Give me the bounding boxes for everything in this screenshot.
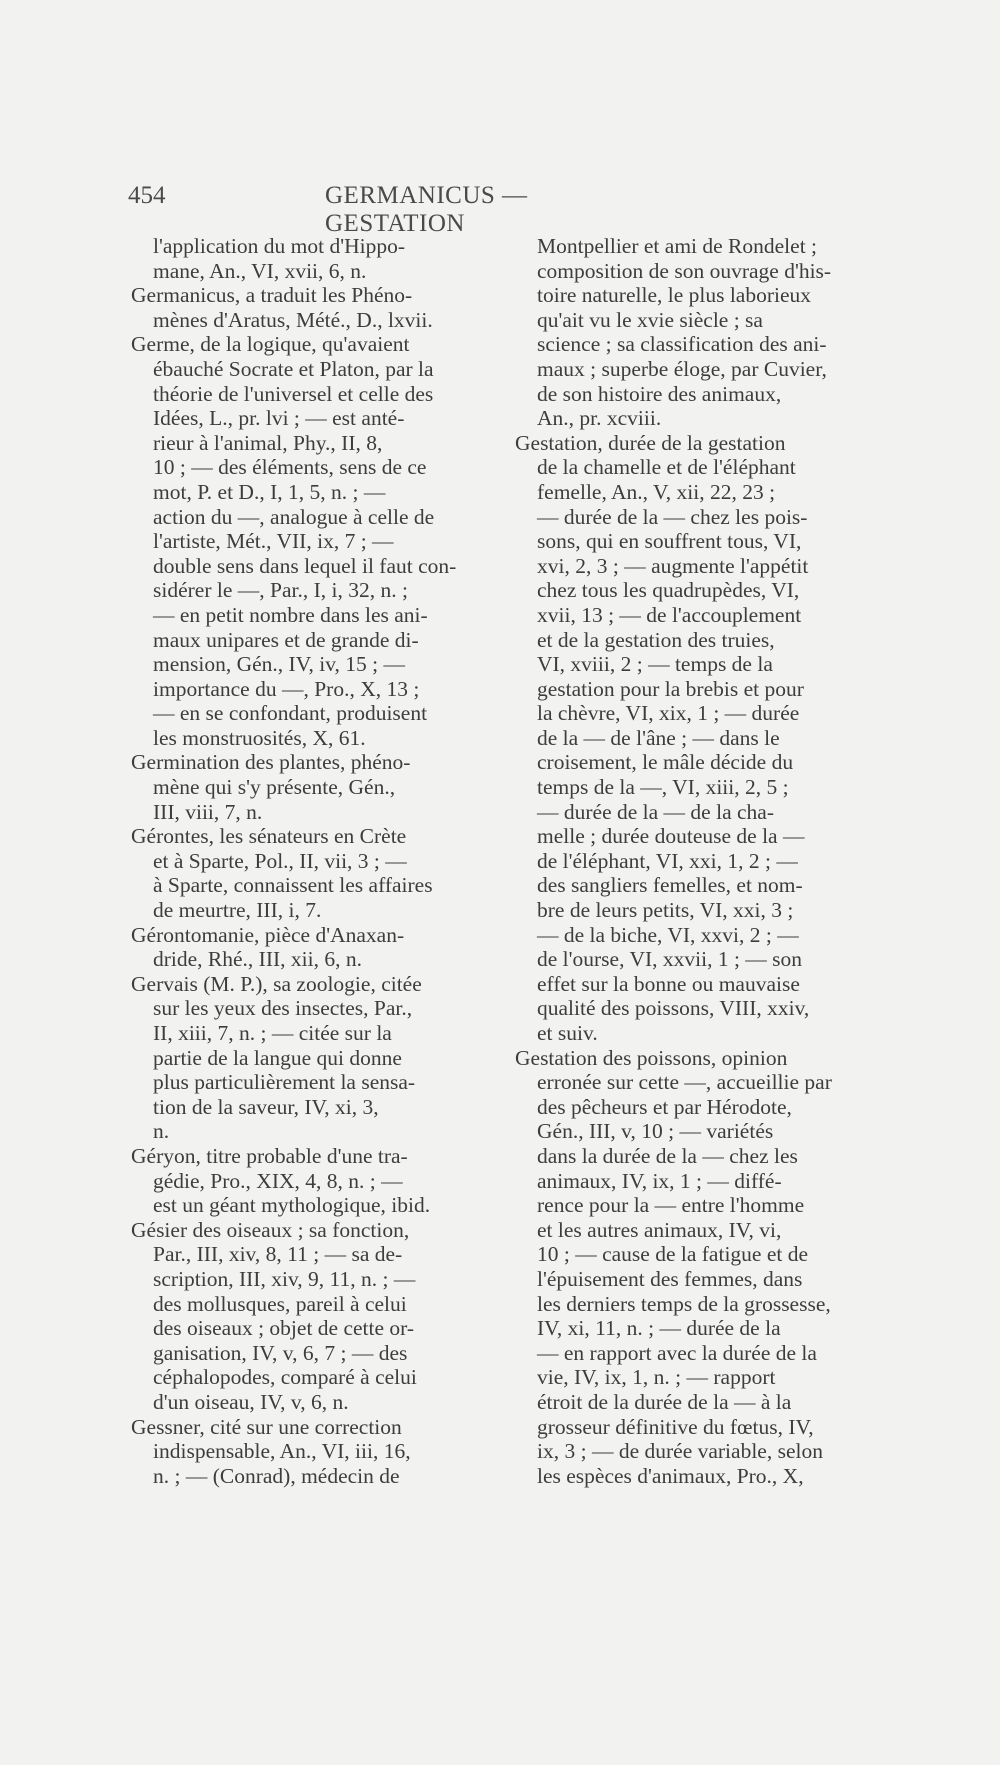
text-line: de la — de l'âne ; — dans le [537,725,780,750]
running-header [128,182,673,237]
text-line: Gérontes, les sénateurs en Crète [131,824,407,849]
index-entry [131,1144,471,1218]
text-line: l'application du mot d'Hippo- [153,234,405,258]
text-line: Gervais (M. P.), sa zoologie, citée [131,971,422,996]
text-line: des pêcheurs et par Hérodote, [537,1094,792,1119]
text-line: Gestation, durée de la gestation [515,430,786,455]
running-title: GERMANICUS — GESTATION [325,182,528,237]
text-line: erronée sur cette —, accueillie par [537,1070,832,1095]
index-entry [515,431,855,1046]
text-line: l'artiste, Mét., VII, ix, 7 ; — [153,529,394,554]
index-entry [131,332,471,750]
entry-continuation [515,234,855,431]
text-line: céphalopodes, comparé à celui [153,1365,417,1390]
text-line: théorie de l'universel et celle des [153,381,434,406]
text-line: dans la durée de la — chez les [537,1143,798,1168]
text-line: scription, III, xiv, 9, 11, n. ; — [153,1266,416,1291]
text-line: gédie, Pro., XIX, 4, 8, n. ; — [153,1168,403,1193]
text-line: Gén., III, v, 10 ; — variétés [537,1119,774,1144]
text-line: sidérer le —, Par., I, i, 32, n. ; [153,578,408,603]
text-line: vie, IV, ix, 1, n. ; — rapport [537,1365,776,1390]
text-line: de la chamelle et de l'éléphant [537,455,796,480]
text-line: composition de son ouvrage d'his- [537,258,832,283]
text-line: bre de leurs petits, VI, xxi, 3 ; [537,898,794,923]
text-line: animaux, IV, ix, 1 ; — diffé- [537,1168,782,1193]
text-line: rence pour la — entre l'homme [537,1193,805,1218]
text-line: de meurtre, III, i, 7. [153,898,322,923]
entry-continuation [131,234,471,283]
text-line: mension, Gén., IV, iv, 15 ; — [153,652,406,677]
text-line: — durée de la — chez les pois- [537,504,808,529]
text-line: de son histoire des animaux, [537,381,782,406]
text-line: importance du —, Pro., X, 13 ; [153,676,420,701]
text-line: les derniers temps de la grossesse, [537,1291,831,1316]
text-line: femelle, An., V, xii, 22, 23 ; [537,479,776,504]
text-line: rieur à l'animal, Phy., II, 8, [153,430,383,455]
text-line: III, viii, 7, n. [153,799,263,824]
text-line: et de la gestation des truies, [537,627,775,652]
text-line: Germanicus, a traduit les Phéno- [131,283,413,308]
text-line: — en se confondant, produisent [153,701,428,726]
text-line: II, xiii, 7, n. ; — citée sur la [153,1021,392,1045]
text-line: est un géant mythologique, ibid. [153,1193,431,1218]
text-line: temps de la —, VI, xiii, 2, 5 ; [537,775,789,800]
text-line: les monstruosités, X, 61. [153,725,366,750]
text-line: chez tous les quadrupèdes, VI, [537,578,800,603]
text-line: des sangliers femelles, et nom- [537,873,803,898]
text-line: à Sparte, connaissent les affaires [153,873,433,898]
text-line: 10 ; — cause de la fatigue et de [537,1242,809,1267]
text-line: mot, P. et D., I, 1, 5, n. ; — [153,479,386,504]
text-line: Gestation des poissons, opinion [515,1045,788,1070]
text-line: effet sur la bonne ou mauvaise [537,971,800,996]
text-line: Gérontomanie, pièce d'Anaxan- [131,922,405,947]
text-line: — de la biche, VI, xxvi, 2 ; — [537,922,799,947]
text-line: croisement, le mâle décide du [537,750,794,775]
text-line: Gessner, cité sur une correction [131,1414,402,1439]
text-line: Germination des plantes, phéno- [131,750,411,775]
text-line: toire naturelle, le plus laborieux [537,283,812,308]
text-line: d'un oiseau, IV, v, 6, n. [153,1389,349,1414]
text-line: — en petit nombre dans les ani- [153,602,428,627]
text-line: des oiseaux ; objet de cette or- [153,1316,415,1341]
text-line: de l'éléphant, VI, xxi, 1, 2 ; — [537,848,798,873]
text-line: qu'ait vu le xvie siècle ; sa [537,307,763,332]
text-line: n. ; — (Conrad), médecin de [153,1463,400,1488]
text-line: mènes d'Aratus, Mété., D., lxvii. [153,307,433,332]
text-line: l'épuisement des femmes, dans [537,1266,803,1291]
text-line: Géryon, titre probable d'une tra- [131,1143,408,1168]
text-line: tion de la saveur, IV, xi, 3, [153,1094,379,1119]
text-line: gestation pour la brebis et pour [537,676,804,701]
text-line: étroit de la durée de la — à la [537,1389,792,1414]
text-line: dride, Rhé., III, xii, 6, n. [153,947,362,972]
text-line: xvi, 2, 3 ; — augmente l'appétit [537,553,809,578]
text-line: de l'ourse, VI, xxvii, 1 ; — son [537,947,803,972]
text-line: action du —, analogue à celle de [153,504,435,529]
right-column [515,234,855,1488]
text-line: xvii, 13 ; — de l'accouplement [537,602,802,627]
text-line: ganisation, IV, v, 6, 7 ; — des [153,1340,408,1365]
index-entry [131,750,471,824]
text-line: Germe, de la logique, qu'avaient [131,332,410,357]
text-line: qualité des poissons, VIII, xxiv, [537,996,810,1021]
text-line: science ; sa classification des ani- [537,332,827,357]
text-line: Par., III, xiv, 8, 11 ; — sa de- [153,1242,403,1267]
text-line: VI, xviii, 2 ; — temps de la [537,652,773,677]
text-line: sur les yeux des insectes, Par., [153,996,413,1021]
text-line: partie de la langue qui donne [153,1045,402,1070]
text-line: ix, 3 ; — de durée variable, selon [537,1439,823,1464]
text-line: sons, qui en souffrent tous, VI, [537,529,802,554]
text-line: mane, An., VI, xvii, 6, n. [153,258,367,283]
index-entry [131,923,471,972]
index-entry [131,824,471,922]
text-line: maux unipares et de grande di- [153,627,419,652]
text-line: melle ; durée douteuse de la — [537,824,805,849]
text-line: indispensable, An., VI, iii, 16, [153,1439,411,1464]
text-line: des mollusques, pareil à celui [153,1291,407,1316]
index-entry [515,1046,855,1489]
text-line: les espèces d'animaux, Pro., X, [537,1463,804,1488]
left-column [131,234,471,1488]
text-line: mène qui s'y présente, Gén., [153,775,396,800]
index-entry [131,1218,471,1415]
text-line: la chèvre, VI, xix, 1 ; — durée [537,701,800,726]
text-line: IV, xi, 11, n. ; — durée de la [537,1316,781,1341]
text-line: n. [153,1119,170,1144]
text-line: maux ; superbe éloge, par Cuvier, [537,356,827,381]
text-line: — en rapport avec la durée de la [537,1340,817,1365]
text-line: 10 ; — des éléments, sens de ce [153,455,427,480]
text-line: Montpellier et ami de Rondelet ; [537,234,818,258]
text-line: An., pr. xcviii. [537,406,662,431]
text-line: — durée de la — de la cha- [537,799,774,824]
text-line: grosseur définitive du fœtus, IV, [537,1414,814,1439]
text-line: ébauché Socrate et Platon, par la [153,356,434,381]
text-line: Gésier des oiseaux ; sa fonction, [131,1217,410,1242]
index-entry [131,1415,471,1489]
text-line: et à Sparte, Pol., II, vii, 3 ; — [153,848,407,873]
text-line: et les autres animaux, IV, vi, [537,1217,782,1242]
page-number: 454 [128,182,166,209]
index-entry [131,283,471,332]
text-line: plus particulièrement la sensa- [153,1070,416,1095]
text-line: double sens dans lequel il faut con- [153,553,457,578]
index-entry [131,972,471,1144]
text-line: Idées, L., pr. lvi ; — est anté- [153,406,405,431]
text-line: et suiv. [537,1021,598,1045]
